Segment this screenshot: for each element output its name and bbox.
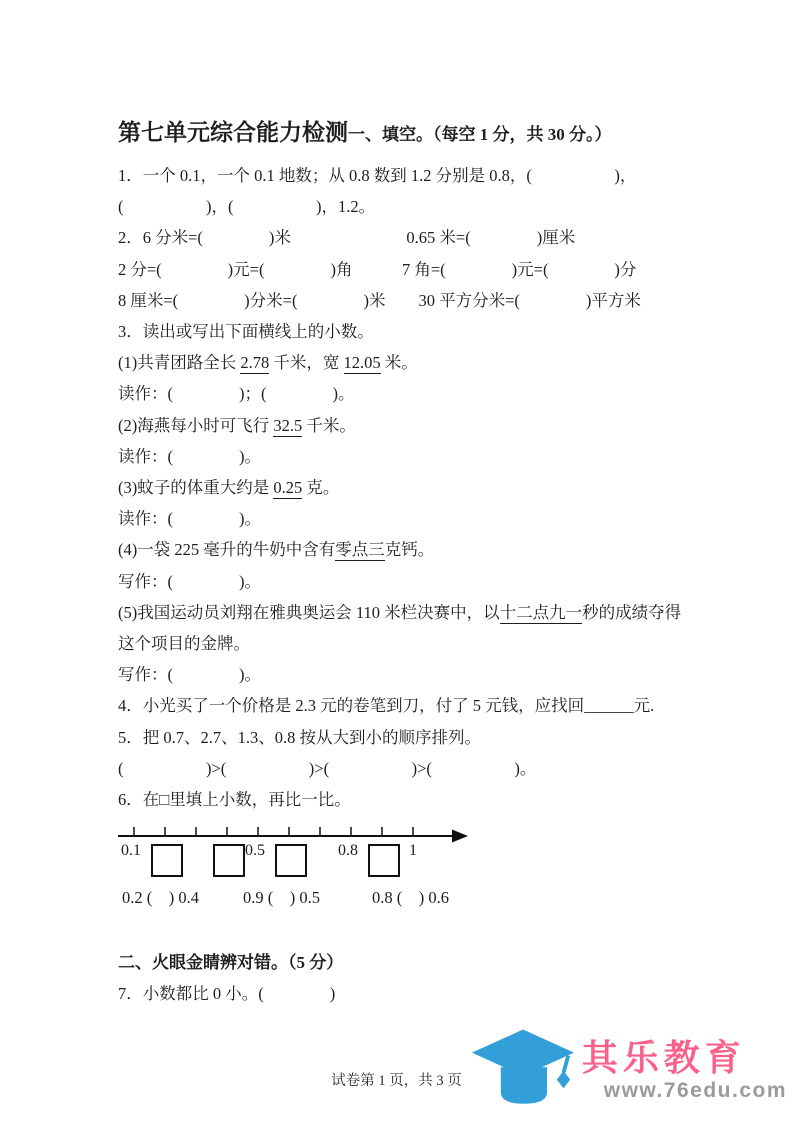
q6-stem: 6．在□里填上小数，再比一比。 xyxy=(118,790,351,810)
q3-sub3-read: 读作：( )。 xyxy=(118,509,261,529)
q3-stem: 3．读出或写出下面横线上的小数。 xyxy=(118,322,374,342)
section2-heading: 二、火眼金睛辨对错。（5 分） xyxy=(118,953,344,973)
logo-text xyxy=(582,1038,787,1103)
numberline-axis xyxy=(118,821,484,843)
question-lines-2 xyxy=(118,978,684,1009)
q3-sub5-line2: 这个项目的金牌。 xyxy=(118,634,250,654)
q1-line2: ( )，( )，1.2。 xyxy=(118,197,376,217)
question-lines-1 xyxy=(118,160,684,815)
title-sub: 一、填空。（每空 1 分，共 30 分。） xyxy=(348,125,612,144)
graduation-cap-icon xyxy=(470,1026,576,1114)
q4: 4．小光买了一个价格是 2.3 元的卷笔到刀，付了 5 元钱，应找回______元. xyxy=(118,696,655,716)
fill-box xyxy=(275,844,307,877)
fill-box xyxy=(151,844,183,877)
axis-label-1: 1 xyxy=(409,842,417,860)
q5-answer-row: ( )>( )>( )>( )。 xyxy=(118,758,537,778)
arrowhead-icon xyxy=(452,830,468,843)
comparison-blank: 0.2 ( ) 0.4 xyxy=(122,888,199,908)
axis-label-0.8: 0.8 xyxy=(338,842,358,860)
q3-sub2: (2)海燕每小时可飞行 32.5 千米。 xyxy=(118,415,356,435)
page-title xyxy=(118,112,684,152)
q3-sub1: (1)共青团路全长 2.78 千米，宽 12.05 米。 xyxy=(118,353,418,373)
comparison-blank: 0.9 ( ) 0.5 xyxy=(243,888,320,908)
numberline-ticks xyxy=(134,827,413,836)
axis-label-0.1: 0.1 xyxy=(121,842,141,860)
q3-sub3: (3)蚊子的体重大约是 0.25 克。 xyxy=(118,478,340,498)
title-main: 第七单元综合能力检测 xyxy=(118,120,348,145)
fill-box xyxy=(213,844,245,877)
q3-sub2-read: 读作：( )。 xyxy=(118,446,261,466)
q1-line1: 1．一个 0.1，一个 0.1 地数；从 0.8 数到 1.2 分别是 0.8，( )， xyxy=(118,166,637,185)
axis-label-0.5: 0.5 xyxy=(245,842,265,860)
exam-content xyxy=(118,112,684,1010)
numberline-figure xyxy=(118,821,684,917)
q3-sub5-write: 写作：( )。 xyxy=(118,665,261,685)
page-footer: 试卷第 1 页，共 3 页 xyxy=(331,1073,462,1089)
q3-sub1-read: 读作：( )；( )。 xyxy=(118,384,355,404)
logo-name: 其乐教育 xyxy=(581,1036,746,1078)
comparison-blank: 0.8 ( ) 0.6 xyxy=(372,888,449,908)
fill-box xyxy=(368,844,400,877)
logo xyxy=(470,1026,787,1114)
q7: 7．小数都比 0 小。( ) xyxy=(118,984,336,1004)
q3-sub4: (4)一袋 225 毫升的牛奶中含有零点三克钙。 xyxy=(118,540,435,560)
q5-stem: 5．把 0.7、2.7、1.3、0.8 按从大到小的顺序排列。 xyxy=(118,727,481,747)
q2-line2: 2 分=( )元=( )角 7 角=( )元=( )分 xyxy=(118,259,637,279)
q3-sub4-write: 写作：( )。 xyxy=(118,571,261,591)
q3-sub5-line1: (5)我国运动员刘翔在雅典奥运会 110 米栏决赛中，以十二点九一秒的成绩夺得 xyxy=(118,602,682,622)
q2-line3: 8 厘米=( )分米=( )米 30 平方分米=( )平方米 xyxy=(118,290,641,310)
q2-line1: 2．6 分米=( )米 0.65 米=( )厘米 xyxy=(118,228,576,248)
logo-url: www.76edu.com xyxy=(603,1078,787,1102)
